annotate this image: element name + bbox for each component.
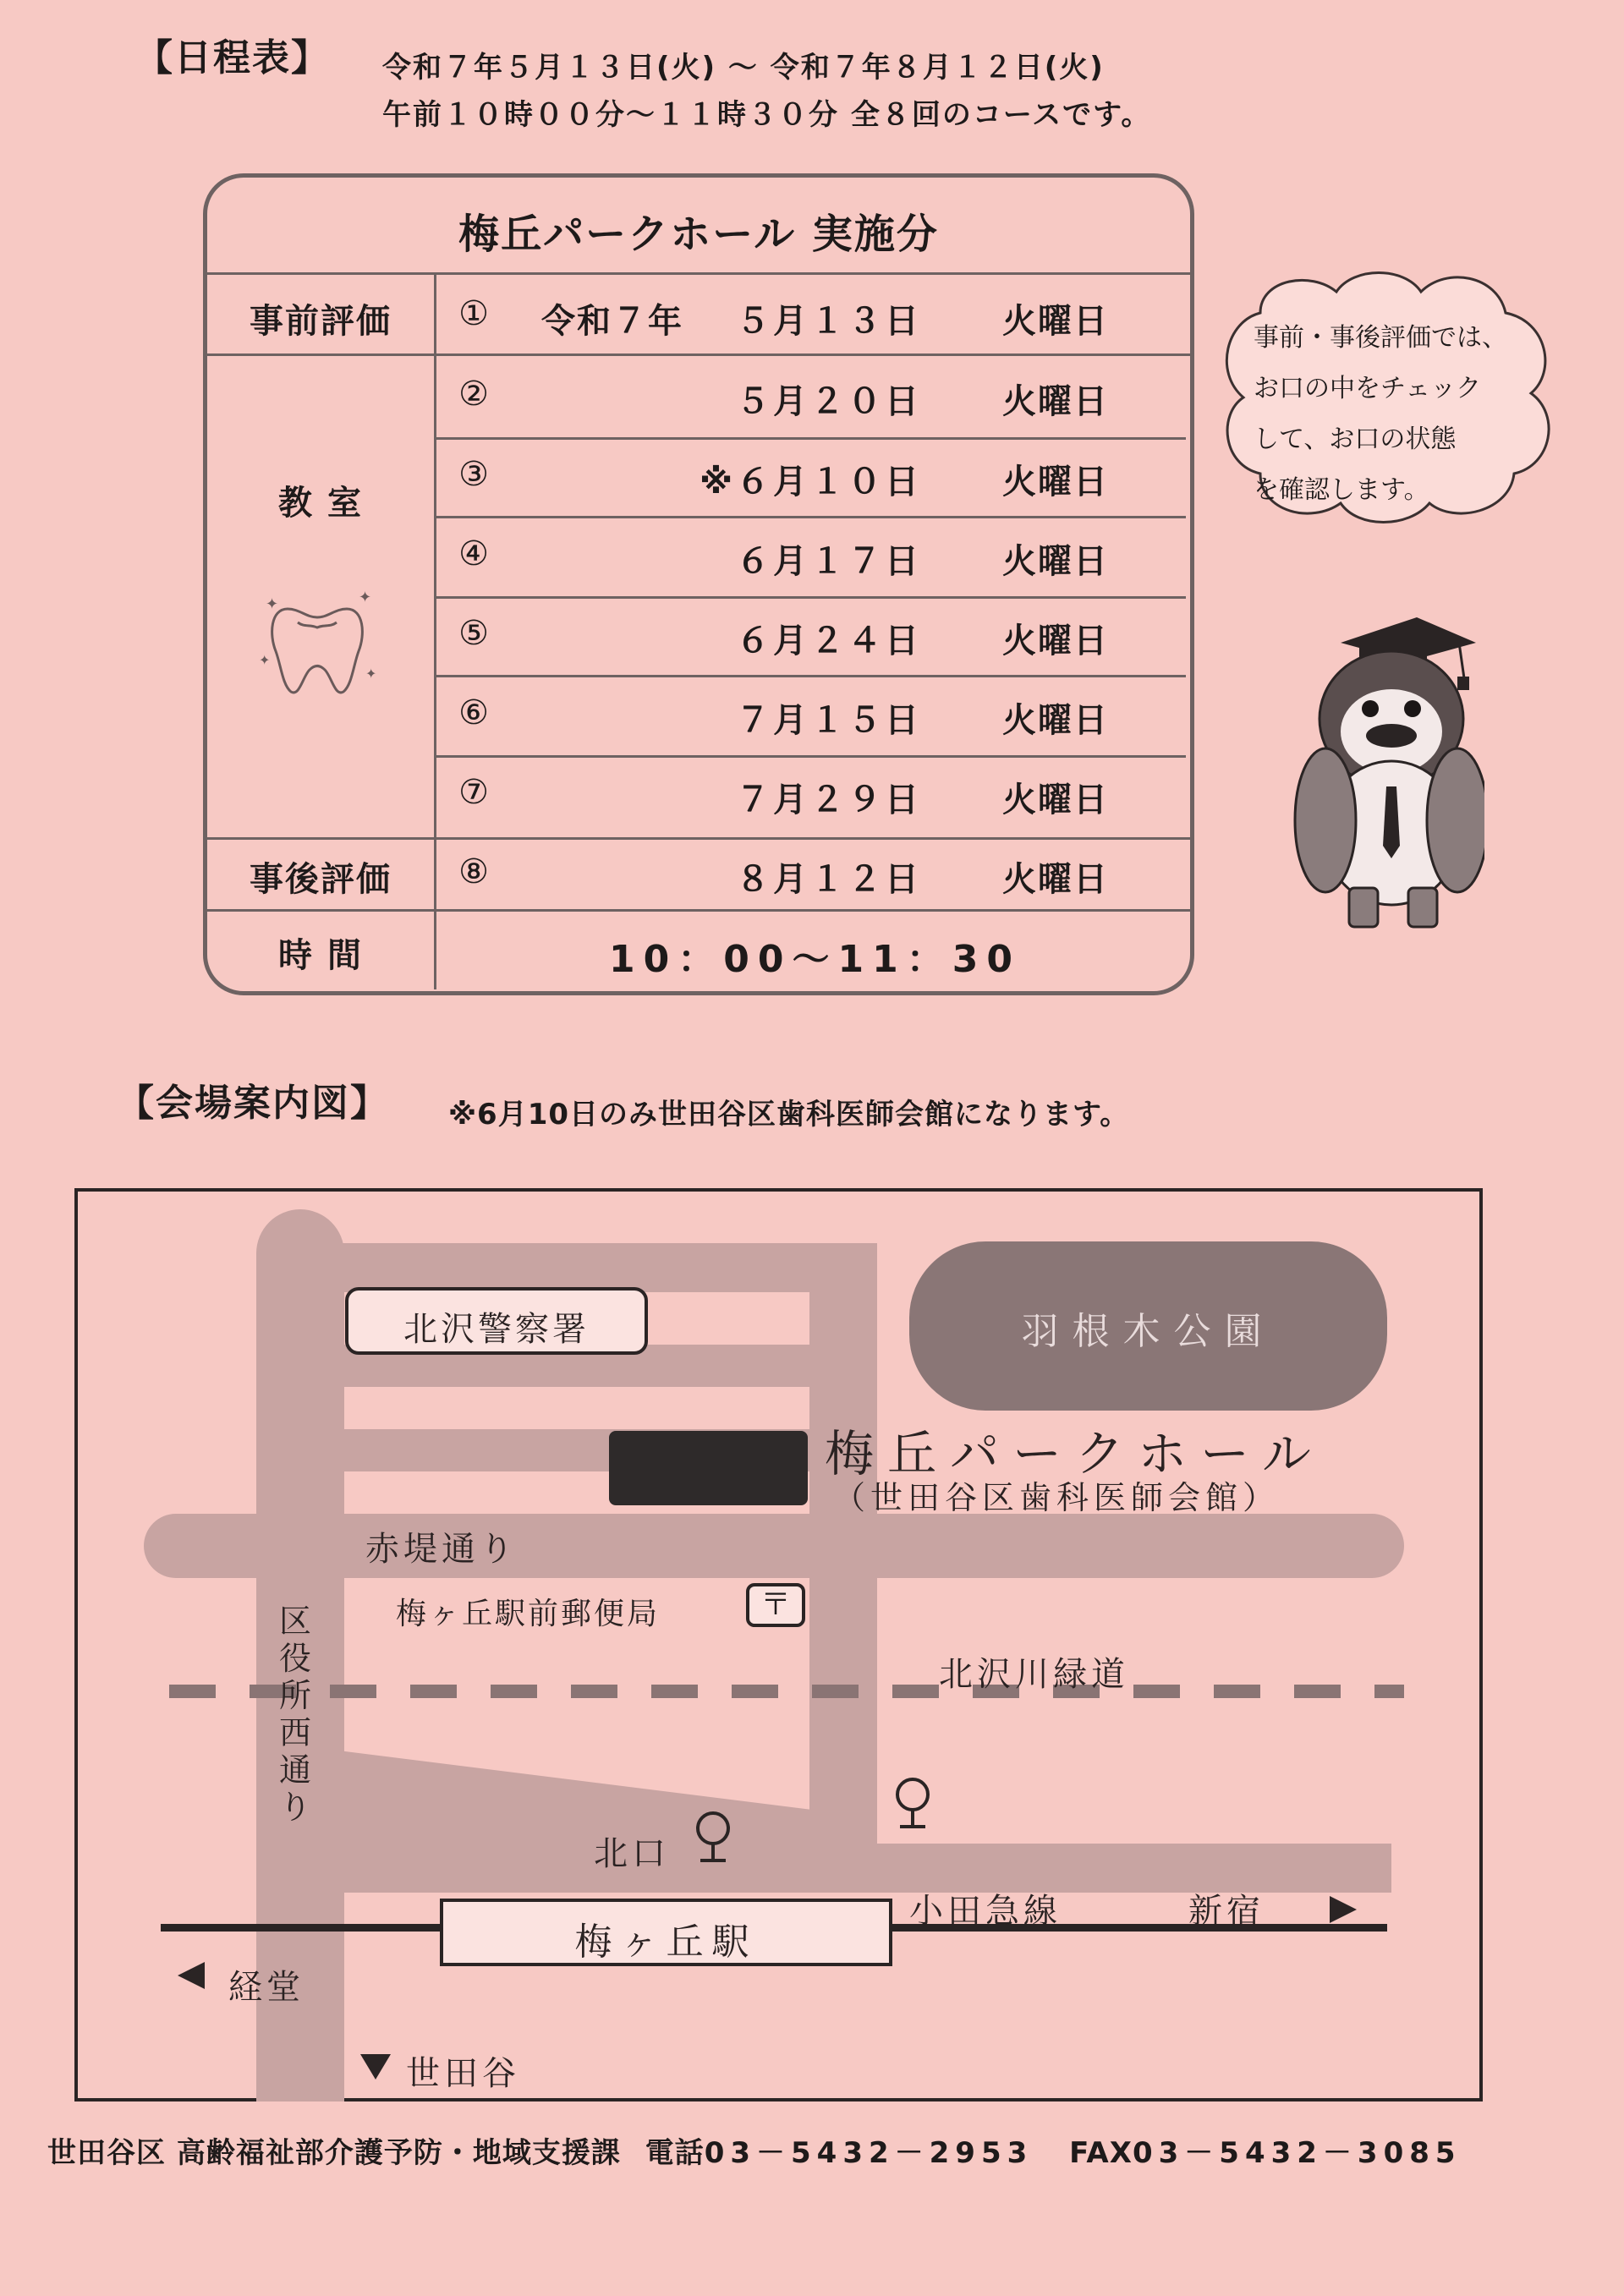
post-office-icon: 〒 — [746, 1583, 805, 1627]
session-number: ② — [458, 375, 489, 414]
exit-marker-icon — [694, 1810, 732, 1866]
footer-contact — [47, 2129, 1462, 2171]
hall-sub-label: （世田谷区歯科医師会館） — [833, 1479, 1281, 1516]
footer-fax-label: FAX — [1069, 2136, 1133, 2170]
ward-street-label: 区役所西通り — [279, 1603, 312, 1826]
footer-fax: 03－5432－3085 — [1132, 2136, 1462, 2170]
greenway-label: 北沢川緑道 — [939, 1655, 1129, 1694]
session-date: ７月２９日 — [736, 781, 922, 819]
label-class: 教 室 — [278, 484, 363, 523]
callout-text — [1254, 313, 1541, 516]
table-rule — [207, 837, 1190, 840]
road — [809, 1243, 877, 1877]
session-day: 火曜日 — [1002, 382, 1109, 421]
session-number: ⑦ — [458, 773, 489, 812]
session-day: 火曜日 — [1002, 302, 1109, 341]
svg-text:✦: ✦ — [266, 595, 279, 613]
svg-text:✦: ✦ — [259, 652, 271, 668]
table-rule — [207, 909, 1190, 912]
akatsutsumi-label: 赤堤通り — [365, 1530, 518, 1569]
table-title: 梅丘パークホール 実施分 — [458, 211, 939, 258]
footer-tel: 03－5432－2953 — [704, 2136, 1034, 2170]
table-rule — [436, 675, 1186, 677]
footer-tel-label: 電話 — [645, 2136, 705, 2170]
hall-building — [609, 1431, 808, 1505]
session-date: ※６月１０日 — [700, 463, 922, 501]
setagaya-label: 世田谷 — [406, 2054, 520, 2093]
table-rule — [436, 596, 1186, 599]
label-post-eval: 事後評価 — [250, 860, 392, 899]
station-label: 梅ヶ丘駅 — [574, 1921, 758, 1964]
session-day: 火曜日 — [1002, 701, 1109, 740]
session-date: ６月２４日 — [736, 622, 922, 660]
table-rule — [207, 272, 1190, 275]
callout-line: お口の中をチェック — [1254, 374, 1482, 403]
table-rule — [436, 437, 1186, 440]
schedule-period: 令和７年５月１３日(火) ～ 令和７年８月１２日(火) — [382, 51, 1105, 85]
session-date: ８月１２日 — [736, 860, 922, 899]
venue-heading: 【会場案内図】 — [117, 1082, 389, 1125]
callout-line: して、お口の状態 — [1254, 425, 1457, 454]
session-day: 火曜日 — [1002, 860, 1109, 899]
post-office-label: 梅ヶ丘駅前郵便局 — [396, 1597, 661, 1631]
session-number: ③ — [458, 455, 489, 494]
session-date: ７月１５日 — [736, 701, 922, 740]
session-day: 火曜日 — [1002, 781, 1109, 819]
session-date: ５月２０日 — [736, 382, 922, 421]
schedule-time-summary: 午前１０時００分～１１時３０分 全８回のコースです。 — [382, 98, 1152, 132]
akatsutsumi-street — [144, 1514, 1404, 1578]
svg-text:✦: ✦ — [365, 666, 377, 682]
arrow-left-icon — [174, 1960, 208, 1991]
session-time: 10：00～11：30 — [609, 938, 1021, 981]
penguin-mascot-icon — [1281, 609, 1484, 939]
session-day: 火曜日 — [1002, 463, 1109, 501]
schedule-heading: 【日程表】 — [135, 36, 330, 79]
session-date: ６月１７日 — [736, 542, 922, 581]
callout-line: 事前・事後評価では、 — [1254, 323, 1507, 353]
hall-label: 梅丘パークホール — [825, 1425, 1325, 1482]
road — [338, 1243, 812, 1292]
kyodo-label: 経堂 — [228, 1968, 304, 2007]
venue-note: ※6月10日のみ世田谷区歯科医師会館になります。 — [448, 1098, 1130, 1132]
session-number: ⑥ — [458, 693, 489, 732]
park-label: 羽根木公園 — [1021, 1310, 1276, 1353]
table-divider — [434, 272, 436, 989]
shinjuku-label: 新宿 — [1188, 1892, 1265, 1931]
arrow-right-icon — [1326, 1894, 1360, 1925]
session-day: 火曜日 — [1002, 622, 1109, 660]
session-day: 火曜日 — [1002, 542, 1109, 581]
callout-line: を確認します。 — [1254, 475, 1429, 505]
road — [338, 1700, 812, 1852]
session-number: ④ — [458, 534, 489, 573]
label-time: 時 間 — [278, 936, 363, 975]
session-number: ⑧ — [458, 852, 489, 891]
greenway-line — [169, 1679, 1404, 1704]
table-rule — [436, 755, 1186, 758]
svg-text:✦: ✦ — [359, 589, 372, 606]
exit-marker-icon — [893, 1776, 932, 1832]
session-number: ⑤ — [458, 614, 489, 653]
label-pre-eval: 事前評価 — [250, 302, 392, 341]
north-exit-label: 北口 — [594, 1834, 670, 1873]
table-rule — [436, 516, 1186, 518]
police-station-label: 北沢警察署 — [403, 1310, 590, 1349]
session-year: 令和７年 — [541, 302, 683, 341]
arrow-down-icon — [359, 2051, 392, 2081]
session-number: ① — [458, 294, 489, 333]
session-date: ５月１３日 — [736, 302, 922, 341]
table-rule — [207, 353, 1190, 356]
footer-department: 世田谷区 高齢福祉部介護予防・地域支援課 — [47, 2136, 621, 2170]
tooth-icon — [254, 584, 381, 710]
odakyu-label: 小田急線 — [909, 1892, 1062, 1931]
